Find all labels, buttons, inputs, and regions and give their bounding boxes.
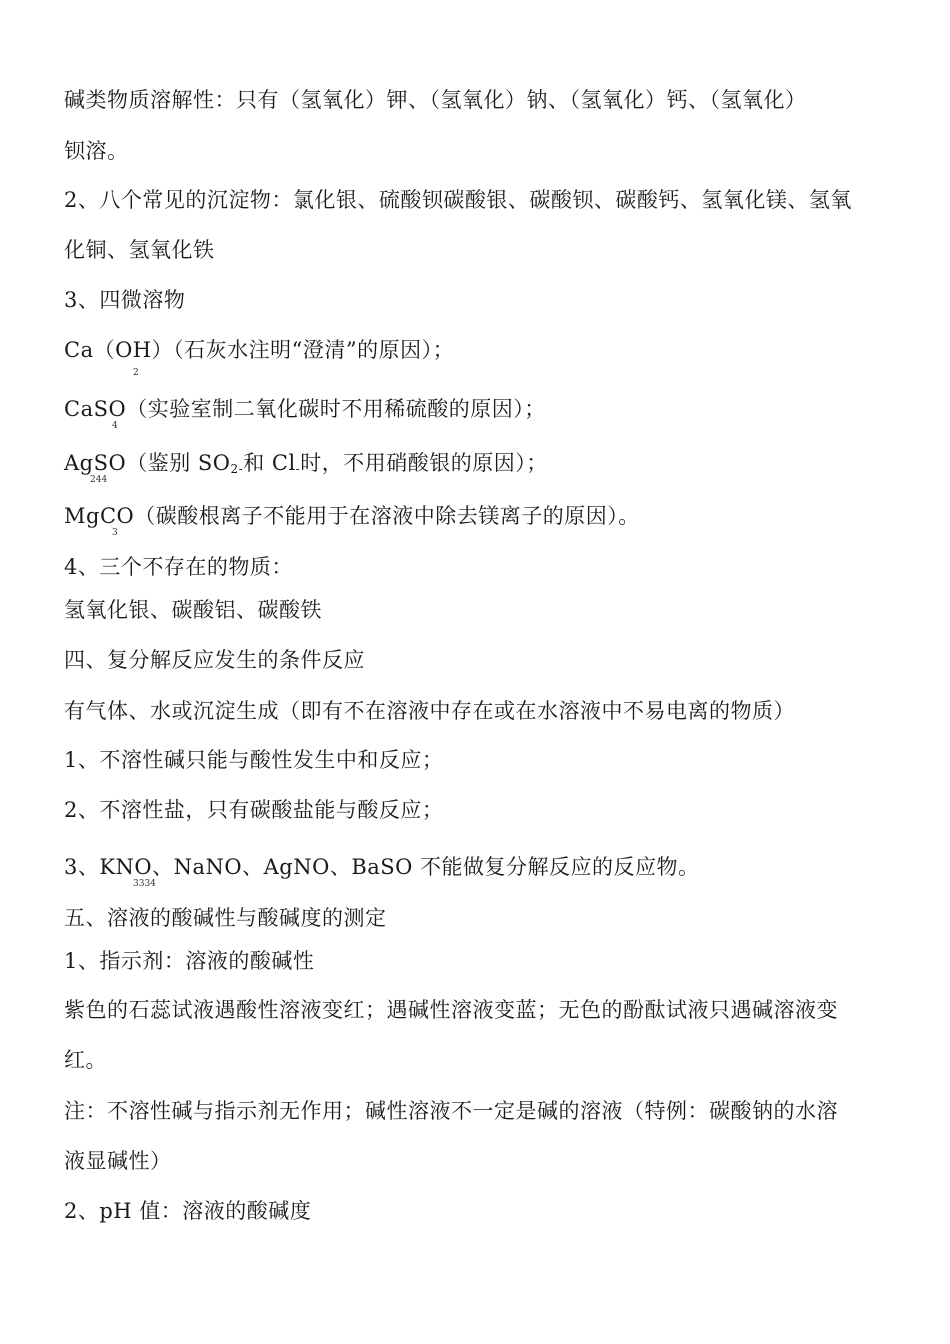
text-line-rule-2: 2、不溶性盐，只有碳酸盐能与酸反应； — [64, 798, 444, 822]
text-line-caoh2: Ca（OH）（石灰水注明“澄清”的原因）； — [64, 338, 455, 362]
text-line-caso4: CaSO（实验室制二氧化碳时不用稀硫酸的原因）； — [64, 397, 546, 421]
text-line-solubility-bases: 碱类物质溶解性：只有（氢氧化）钾、（氢氧化）钠、（氢氧化）钙、（氢氧化） — [64, 88, 807, 112]
subscript-ag2so4: 244 — [90, 475, 108, 485]
subscript-caso4: 4 — [112, 421, 118, 431]
text-line-nonexistent-list: 氢氧化银、碳酸铝、碳酸铁 — [64, 598, 322, 622]
text-line-barium-soluble: 钡溶。 — [64, 139, 129, 163]
text-line-precipitates-cont: 化铜、氢氧化铁 — [64, 238, 215, 262]
subscript-caoh2: 2 — [133, 368, 139, 378]
text-line-note: 注：不溶性碱与指示剂无作用；碱性溶液不一定是碱的溶液（特例：碳酸钠的水溶 — [64, 1099, 838, 1123]
text-line-litmus: 紫色的石蕊试液遇酸性溶液变红；遇碱性溶液变蓝；无色的酚酞试液只遇碱溶液变 — [64, 998, 838, 1022]
section-heading-acidity: 五、溶液的酸碱性与酸碱度的测定 — [64, 906, 387, 930]
text-line-rule-1: 1、不溶性碱只能与酸性发生中和反应； — [64, 748, 444, 772]
text-line-mgco3: MgCO（碳酸根离子不能用于在溶液中除去镁离子的原因）。 — [64, 504, 640, 528]
text-line-eight-precipitates: 2、八个常见的沉淀物：氯化银、硫酸钡碳酸银、碳酸钡、碳酸钙、氢氧化镁、氢氧 — [64, 188, 852, 212]
text-line-rule-3: 3、KNO、NaNO、AgNO、BaSO 不能做复分解反应的反应物。 — [64, 855, 700, 879]
text-line-indicator: 1、指示剂：溶液的酸碱性 — [64, 949, 315, 973]
text-line-four-slightly-soluble: 3、四微溶物 — [64, 288, 186, 312]
section-heading-double-decomposition: 四、复分解反应发生的条件反应 — [64, 648, 365, 672]
text-line-three-nonexistent: 4、三个不存在的物质： — [64, 555, 293, 579]
subscript-rule-3: 3334 — [133, 879, 156, 889]
text-ag2so4-part1: AgSO（鉴别 SO — [64, 451, 231, 475]
text-ag2so4-part3: 时，不用硝酸银的原因）； — [300, 451, 548, 475]
text-line-litmus-cont: 红。 — [64, 1048, 107, 1072]
text-line-ag2so4 — [64, 449, 548, 480]
so4-charge: 2- — [230, 462, 244, 476]
subscript-mgco3: 3 — [112, 528, 118, 538]
text-line-conditions: 有气体、水或沉淀生成（即有不在溶液中存在或在水溶液中不易电离的物质） — [64, 699, 795, 723]
cl-charge: - — [295, 462, 301, 476]
text-ag2so4-part2: 和 Cl — [243, 451, 296, 475]
text-line-note-cont: 液显碱性） — [64, 1149, 172, 1173]
text-line-ph: 2、pH 值：溶液的酸碱度 — [64, 1199, 312, 1223]
